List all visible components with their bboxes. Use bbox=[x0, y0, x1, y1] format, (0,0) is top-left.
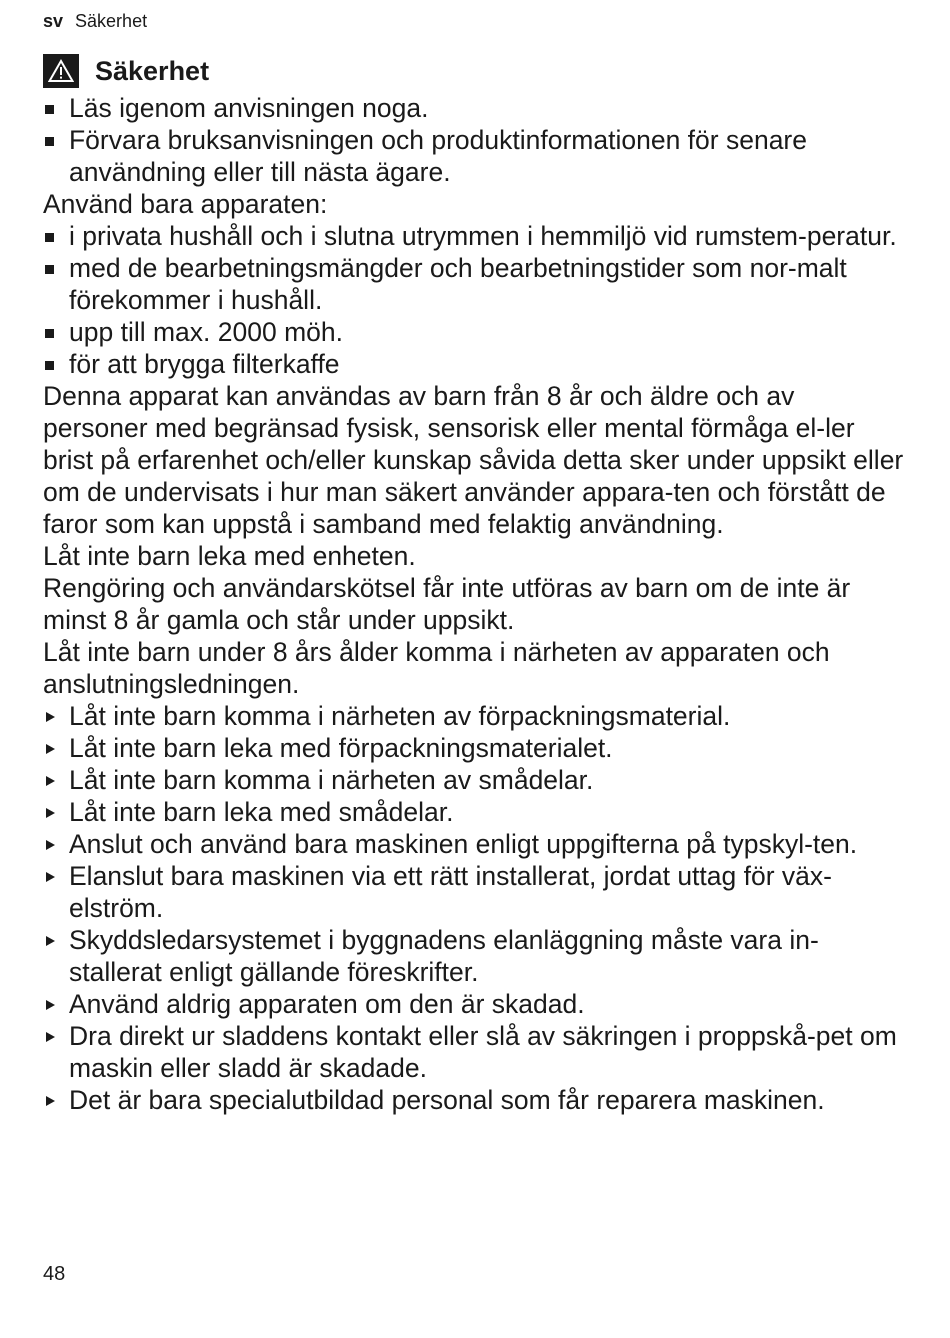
body-paragraph: Låt inte barn under 8 års ålder komma i närheten av apparaten och anslutningsledningen. bbox=[43, 637, 830, 699]
action-item-text: Anslut och använd bara maskinen enligt uppgifterna på typskyl-ten. bbox=[69, 829, 858, 859]
use-item bbox=[43, 220, 905, 252]
intro-item bbox=[43, 124, 905, 188]
action-item-text: Skyddsledarsystemet i byggnadens elanläggning måste vara in-stallerat enligt gällande föreskrifter. bbox=[69, 925, 819, 987]
intro-item bbox=[43, 92, 905, 124]
section-title: Säkerhet bbox=[95, 56, 210, 86]
square-bullet-icon bbox=[45, 329, 54, 338]
triangle-bullet-icon bbox=[46, 1000, 55, 1010]
action-item-text: Låt inte barn leka med smådelar. bbox=[69, 797, 454, 827]
use-item-text: med de bearbetningsmängder och bearbetningstider som nor-malt förekommer i hushåll. bbox=[69, 253, 847, 315]
square-bullet-icon bbox=[45, 105, 54, 114]
body-paragraph: Rengöring och användarskötsel får inte utföras av barn om de inte är minst 8 år gamla och står under uppsikt. bbox=[43, 573, 851, 635]
action-item-text: Dra direkt ur sladdens kontakt eller slå av säkringen i proppskå-pet om maskin eller sladd är skadade. bbox=[69, 1021, 897, 1083]
action-item bbox=[43, 764, 905, 796]
triangle-bullet-icon bbox=[46, 1096, 55, 1106]
use-list bbox=[43, 220, 905, 380]
intro-item-text: Förvara bruksanvisningen och produktinformationen för senare användning eller till nästa ägare. bbox=[69, 125, 807, 187]
running-header-title: Säkerhet bbox=[75, 11, 148, 31]
action-item bbox=[43, 1084, 905, 1116]
action-item bbox=[43, 700, 905, 732]
action-item-text: Elanslut bara maskinen via ett rätt installerat, jordat uttag för väx-elström. bbox=[69, 861, 832, 923]
section-heading bbox=[43, 52, 905, 90]
square-bullet-icon bbox=[45, 137, 54, 146]
use-item bbox=[43, 252, 905, 316]
action-item bbox=[43, 796, 905, 828]
action-item-text: Använd aldrig apparaten om den är skadad. bbox=[69, 989, 585, 1019]
triangle-bullet-icon bbox=[46, 936, 55, 946]
triangle-bullet-icon bbox=[46, 712, 55, 722]
action-item-text: Låt inte barn leka med förpackningsmaterialet. bbox=[69, 733, 613, 763]
triangle-bullet-icon bbox=[46, 744, 55, 754]
use-item bbox=[43, 348, 905, 380]
intro-item-text: Läs igenom anvisningen noga. bbox=[69, 93, 429, 123]
triangle-bullet-icon bbox=[46, 840, 55, 850]
action-item-text: Låt inte barn komma i närheten av förpackningsmaterial. bbox=[69, 701, 731, 731]
page-number: 48 bbox=[43, 1263, 66, 1285]
language-code: sv bbox=[43, 11, 64, 31]
action-item bbox=[43, 924, 905, 988]
action-item bbox=[43, 732, 905, 764]
action-list bbox=[43, 700, 905, 1116]
use-item-text: för att brygga filterkaffe bbox=[69, 349, 340, 379]
running-header bbox=[43, 10, 147, 32]
use-item bbox=[43, 316, 905, 348]
triangle-bullet-icon bbox=[46, 808, 55, 818]
square-bullet-icon bbox=[45, 233, 54, 242]
action-item bbox=[43, 1020, 905, 1084]
triangle-bullet-icon bbox=[46, 776, 55, 786]
action-item-text: Låt inte barn komma i närheten av smådelar. bbox=[69, 765, 594, 795]
square-bullet-icon bbox=[45, 265, 54, 274]
square-bullet-icon bbox=[45, 361, 54, 370]
paragraph-list bbox=[43, 380, 905, 700]
warning-triangle-icon bbox=[43, 54, 79, 88]
use-item-text: i privata hushåll och i slutna utrymmen i hemmiljö vid rumstem-peratur. bbox=[69, 221, 897, 251]
body-paragraph: Denna apparat kan användas av barn från 8 år och äldre och av personer med begränsad fysisk, sensorisk eller mental förmåga el-ler brist på erfarenhet och/eller kunskap såvida detta sker under uppsikt eller om de undervisats i hur man säkert använder appara-ten och förstått de faror som kan uppstå i samband med felaktig användning. bbox=[43, 381, 904, 539]
body-paragraph: Låt inte barn leka med enheten. bbox=[43, 541, 416, 571]
triangle-bullet-icon bbox=[46, 872, 55, 882]
action-item bbox=[43, 988, 905, 1020]
use-item-text: upp till max. 2000 möh. bbox=[69, 317, 343, 347]
intro-list bbox=[43, 92, 905, 188]
action-item bbox=[43, 828, 905, 860]
action-item bbox=[43, 860, 905, 924]
use-heading: Använd bara apparaten: bbox=[43, 189, 328, 219]
safety-section bbox=[43, 52, 905, 1116]
triangle-bullet-icon bbox=[46, 1032, 55, 1042]
action-item-text: Det är bara specialutbildad personal som får reparera maskinen. bbox=[69, 1085, 825, 1115]
